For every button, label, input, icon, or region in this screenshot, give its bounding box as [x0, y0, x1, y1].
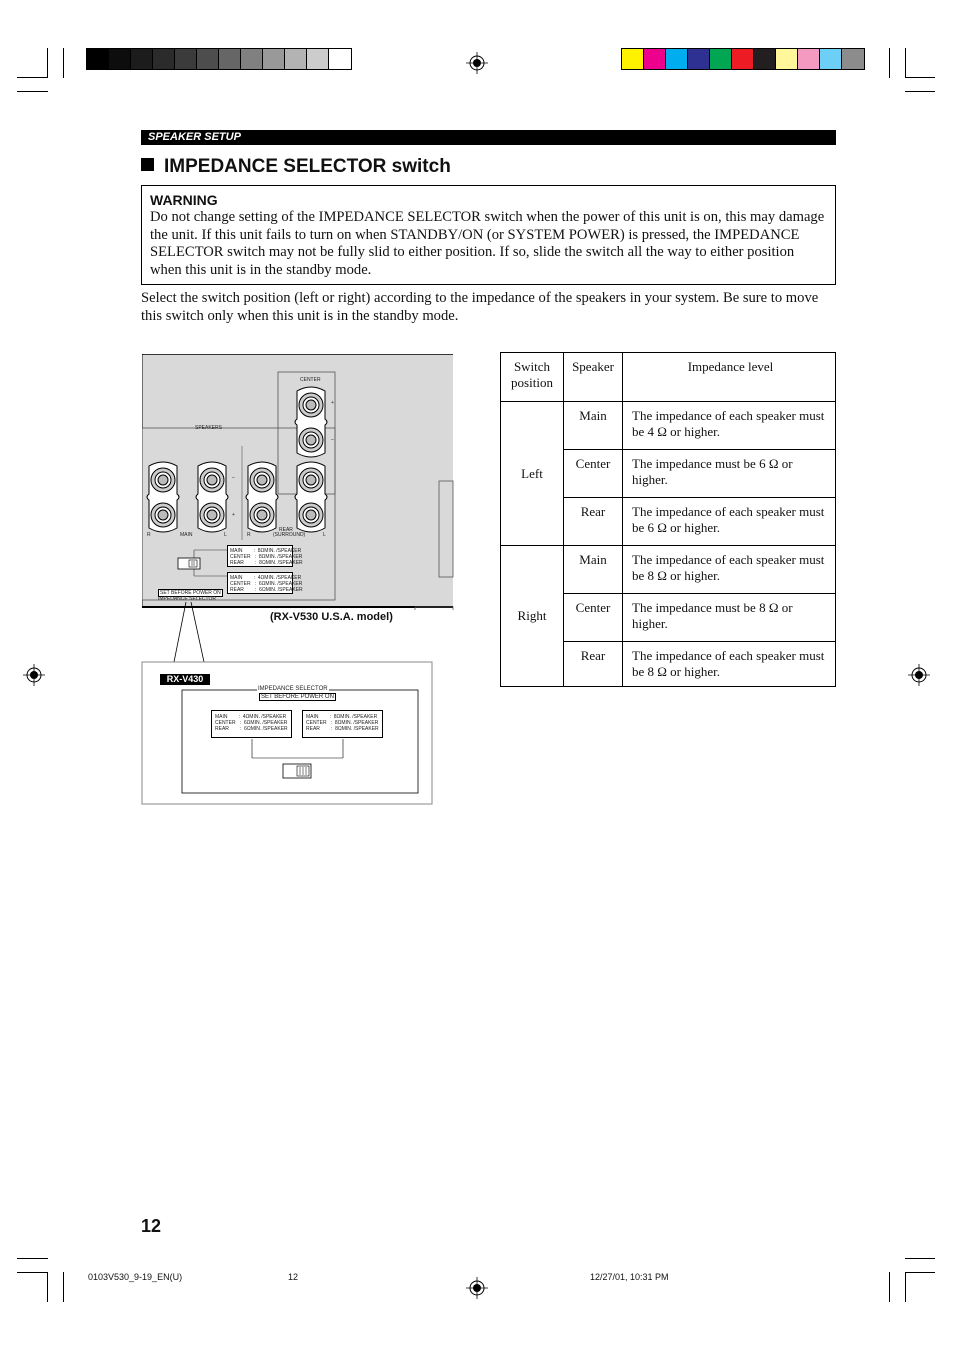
- impedance-level-cell: The impedance must be 8 Ω or higher.: [623, 594, 836, 642]
- warning-body: Do not change setting of the IMPEDANCE SELECTOR switch when the power of this unit is on, this may damage the unit. If this unit fails to turn on when STANDBY/ON (or SYSTEM POWER) is pressed, the IMPEDANCE SELECTOR switch may not be fully slid to either position. If so, slide the switch all the way to either position when this unit is in the standby mode.: [150, 209, 825, 278]
- surround-label: (SURROUND): [273, 532, 306, 538]
- main-l-label: L: [224, 532, 227, 538]
- color-swatch: [754, 49, 776, 69]
- terminal-plus-label: +: [232, 512, 235, 518]
- gray-swatch: [219, 49, 241, 69]
- rear-left-terminal-icon: [293, 460, 329, 534]
- gray-swatch: [87, 49, 109, 69]
- set-before-power-on-label: SET BEFORE POWER ON: [160, 590, 221, 596]
- impedance-selector-label: IMPEDANCE SELECTOR: [158, 596, 216, 602]
- speaker-cell: Rear: [564, 642, 623, 687]
- registration-target-icon: [23, 664, 45, 686]
- gray-swatch: [153, 49, 175, 69]
- figure-caption: (RX-V530 U.S.A. model): [270, 611, 393, 623]
- color-swatch: [842, 49, 864, 69]
- speaker-cell: Main: [564, 546, 623, 594]
- inset-block-right-position: MAIN : 8ΩMIN. /SPEAKER CENTER : 8ΩMIN. /SPEAKER REAR : 8ΩMIN. /SPEAKER: [302, 710, 383, 738]
- speakers-label: SPEAKERS: [195, 425, 222, 431]
- impedance-level-cell: The impedance of each speaker must be 4 Ω or higher.: [623, 402, 836, 450]
- table-header-row: [501, 353, 836, 402]
- color-swatch: [666, 49, 688, 69]
- table-header-cell: Switch position: [501, 353, 564, 402]
- impedance-table: [500, 352, 836, 687]
- square-bullet-icon: [141, 158, 154, 171]
- table-header-cell: Impedance level: [623, 353, 836, 402]
- gray-swatch: [241, 49, 263, 69]
- main-r-label: R: [147, 532, 151, 538]
- rear-label: REAR: [279, 527, 293, 533]
- main-label: MAIN: [180, 532, 193, 538]
- speaker-cell: Center: [564, 594, 623, 642]
- color-swatch: [622, 49, 644, 69]
- page-title-text: IMPEDANCE SELECTOR switch: [164, 156, 451, 177]
- color-swatch: [644, 49, 666, 69]
- center-plus-label: +: [331, 400, 334, 406]
- inset-block-left-position: MAIN : 4ΩMIN. /SPEAKER CENTER : 6ΩMIN. /SPEAKER REAR : 6ΩMIN. /SPEAKER: [211, 710, 292, 738]
- impedance-level-cell: The impedance of each speaker must be 6 Ω or higher.: [623, 498, 836, 546]
- impedance-level-cell: The impedance must be 6 Ω or higher.: [623, 450, 836, 498]
- color-swatch: [798, 49, 820, 69]
- speaker-cell: Center: [564, 450, 623, 498]
- inset-set-before-label: SET BEFORE POWER ON: [261, 694, 334, 700]
- callout-lines: [140, 600, 440, 810]
- switch-position-cell: Right: [501, 546, 564, 687]
- color-swatch: [688, 49, 710, 69]
- gray-swatch: [131, 49, 153, 69]
- footer-file: 0103V530_9-19_EN(U): [88, 1272, 183, 1282]
- footer-page: 12: [288, 1272, 299, 1282]
- warning-box: [141, 185, 836, 285]
- registration-target-icon: [466, 52, 488, 74]
- main-right-terminal-icon: [145, 460, 181, 534]
- inset-selector-label: IMPEDANCE SELECTOR: [258, 686, 328, 692]
- impedance-level-cell: The impedance of each speaker must be 8 Ω or higher.: [623, 546, 836, 594]
- color-swatch: [776, 49, 798, 69]
- intro-paragraph: Select the switch position (left or right) according to the impedance of the speakers in your system. Be sure to move this switch only when this unit is in the standby mode.: [141, 290, 819, 324]
- speaker-cell: Rear: [564, 498, 623, 546]
- model-tag: RX-V430: [160, 674, 210, 685]
- table-row: [501, 402, 836, 450]
- process-color-bar: [621, 48, 865, 70]
- registration-target-icon: [466, 1277, 488, 1299]
- page-title: [141, 155, 451, 179]
- color-swatch: [710, 49, 732, 69]
- gray-swatch: [285, 49, 307, 69]
- rear-r-label: R: [247, 532, 251, 538]
- gray-color-bar: [86, 48, 352, 70]
- page-number: 12: [141, 1216, 162, 1236]
- gray-swatch: [197, 49, 219, 69]
- gray-swatch: [263, 49, 285, 69]
- main-left-terminal-icon: [194, 460, 230, 534]
- center-label: CENTER: [300, 377, 321, 383]
- gray-swatch: [109, 49, 131, 69]
- gray-swatch: [307, 49, 329, 69]
- selector-block-left-position: MAIN : 4ΩMIN. /SPEAKER CENTER : 6ΩMIN. /SPEAKER REAR : 6ΩMIN. /SPEAKER: [227, 572, 293, 594]
- color-swatch: [732, 49, 754, 69]
- gray-swatch: [329, 49, 351, 69]
- terminal-minus-label: –: [232, 475, 235, 481]
- table-header-cell: Speaker: [564, 353, 623, 402]
- table-row: [501, 546, 836, 594]
- warning-title: WARNING: [150, 192, 218, 208]
- rear-right-terminal-icon: [244, 460, 280, 534]
- center-minus-label: –: [331, 437, 334, 443]
- impedance-level-cell: The impedance of each speaker must be 8 Ω or higher.: [623, 642, 836, 687]
- rear-l-label: L: [323, 532, 326, 538]
- speaker-cell: Main: [564, 402, 623, 450]
- registration-target-icon: [908, 664, 930, 686]
- gray-swatch: [175, 49, 197, 69]
- footer-date: 12/27/01, 10:31 PM: [590, 1272, 669, 1282]
- center-terminal-icon: [293, 385, 329, 459]
- switch-position-cell: Left: [501, 402, 564, 546]
- selector-block-right-position: MAIN : 8ΩMIN. /SPEAKER CENTER : 8ΩMIN. /SPEAKER REAR : 8ΩMIN. /SPEAKER: [227, 545, 293, 567]
- section-header: SPEAKER SETUP: [141, 130, 836, 145]
- color-swatch: [820, 49, 842, 69]
